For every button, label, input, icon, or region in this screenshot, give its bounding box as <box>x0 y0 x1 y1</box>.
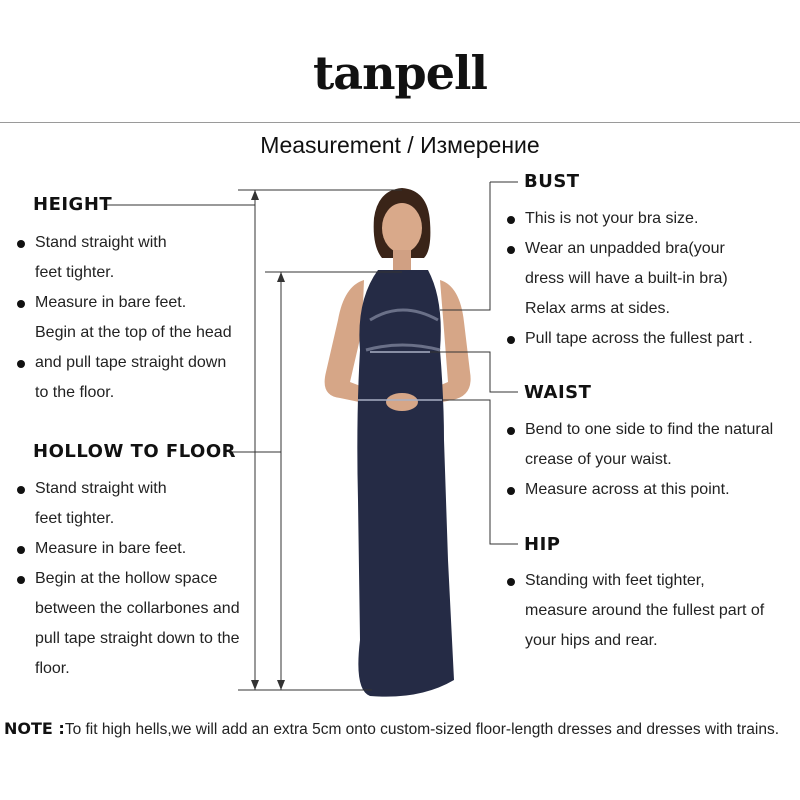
hip-line-2: measure around the fullest part of <box>525 602 765 619</box>
model-dress <box>357 270 454 697</box>
height-line-2: feet tighter. <box>35 264 115 281</box>
note-label: NOTE : <box>4 719 65 738</box>
hollow-line-4: Begin at the hollow space <box>35 570 218 587</box>
hollow-line-2: feet tighter. <box>35 510 115 527</box>
waist-heading: WAIST <box>524 382 592 403</box>
height-line-5: and pull tape straight down <box>35 354 227 371</box>
note-text: To fit high hells,we will add an extra 5cm onto custom-sized floor-length dresses and dresses with trains. <box>64 721 780 738</box>
height-line-4: Begin at the top of the head <box>35 324 232 341</box>
hollow-line-6: pull tape straight down to the <box>35 630 240 647</box>
brand-logo: tanpell <box>313 46 487 100</box>
height-line-6: to the floor. <box>35 384 115 401</box>
waist-line-1: Bend to one side to find the natural <box>525 421 774 438</box>
model-face <box>382 203 422 253</box>
waist-line-3: Measure across at this point. <box>525 481 730 498</box>
model-hands <box>386 393 418 411</box>
footer-note <box>4 719 779 739</box>
height-line-1: Stand straight with <box>35 234 167 251</box>
waist-line-2: crease of your waist. <box>525 451 672 468</box>
hollow-line-7: floor. <box>35 660 70 677</box>
hip-line-1: Standing with feet tighter, <box>525 572 705 589</box>
bust-line-1: This is not your bra size. <box>525 210 699 227</box>
hip-connector <box>440 400 518 544</box>
bust-line-5: Pull tape across the fullest part . <box>525 330 753 347</box>
hip-heading: HIP <box>524 534 561 555</box>
bust-heading: BUST <box>524 171 580 192</box>
bust-line-3: dress will have a built-in bra) <box>525 270 728 287</box>
hollow-line-3: Measure in bare feet. <box>35 540 187 557</box>
bust-line-2: Wear an unpadded bra(your <box>525 240 725 257</box>
height-heading: HEIGHT <box>33 194 113 215</box>
hollow-line-1: Stand straight with <box>35 480 167 497</box>
hollow-heading: HOLLOW TO FLOOR <box>33 441 237 462</box>
height-line-3: Measure in bare feet. <box>35 294 187 311</box>
hip-line-3: your hips and rear. <box>525 632 658 649</box>
hollow-line-5: between the collarbones and <box>35 600 240 617</box>
page-title: Measurement / Измерение <box>260 132 540 158</box>
model-neck <box>393 250 411 272</box>
bust-line-4: Relax arms at sides. <box>525 300 670 317</box>
